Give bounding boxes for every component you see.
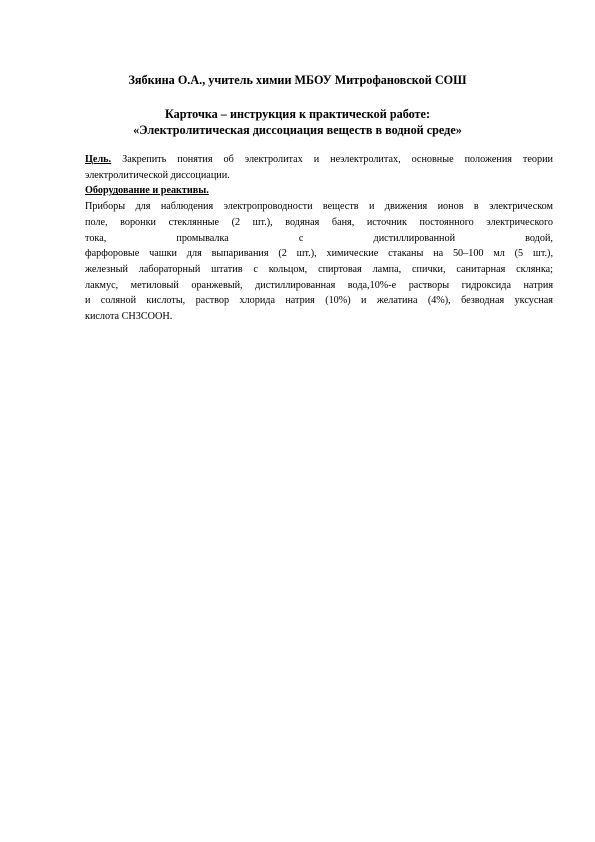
goal-text: Закрепить понятия об электролитах и неэлектролитах, основные положения теории: [111, 154, 553, 165]
equipment-word: тока,: [85, 232, 107, 244]
title-line-2: «Электролитическая диссоциация веществ в водной среде»: [133, 123, 462, 137]
goal-paragraph-line-1: [85, 152, 553, 168]
document-body: [85, 152, 553, 325]
goal-paragraph-line-2: электролитической диссоциации.: [85, 169, 230, 181]
equipment-line: фарфоровые чашки для выпаривания (2 шт.), химические стаканы на 50–100 мл (5 шт.),: [85, 248, 553, 260]
equipment-last-line: кислота CH3COOH.: [85, 311, 173, 323]
equipment-heading: Оборудование и реактивы.: [85, 185, 209, 197]
goal-label: Цель.: [85, 154, 112, 165]
equipment-line: Приборы для наблюдения электропроводности веществ и движения ионов в электрическом: [85, 201, 553, 213]
equipment-word: водой,: [525, 232, 553, 244]
equipment-word: с: [298, 232, 304, 244]
equipment-line: поле, воронки стеклянные (2 шт.), водяная баня, источник постоянного электрического: [85, 216, 553, 228]
equipment-line: [85, 231, 553, 247]
document-title: [0, 106, 595, 138]
equipment-line: железный лабораторный штатив с кольцом, спиртовая лампа, спички, санитарная склянка;: [85, 263, 553, 275]
equipment-word: дистиллированной: [373, 232, 456, 244]
equipment-line: лакмус, метиловый оранжевый, дистиллированная вода,10%-е растворы гидроксида натрия: [85, 279, 553, 291]
author-line: Зябкина О.А., учитель химии МБОУ Митрофановской СОШ: [128, 73, 467, 87]
title-line-1: Карточка – инструкция к практической работе:: [164, 107, 431, 121]
equipment-line: и соляной кислоты, раствор хлорида натрия (10%) и желатина (4%), безводная уксусная: [85, 295, 553, 307]
equipment-word: промывалка: [176, 232, 229, 244]
